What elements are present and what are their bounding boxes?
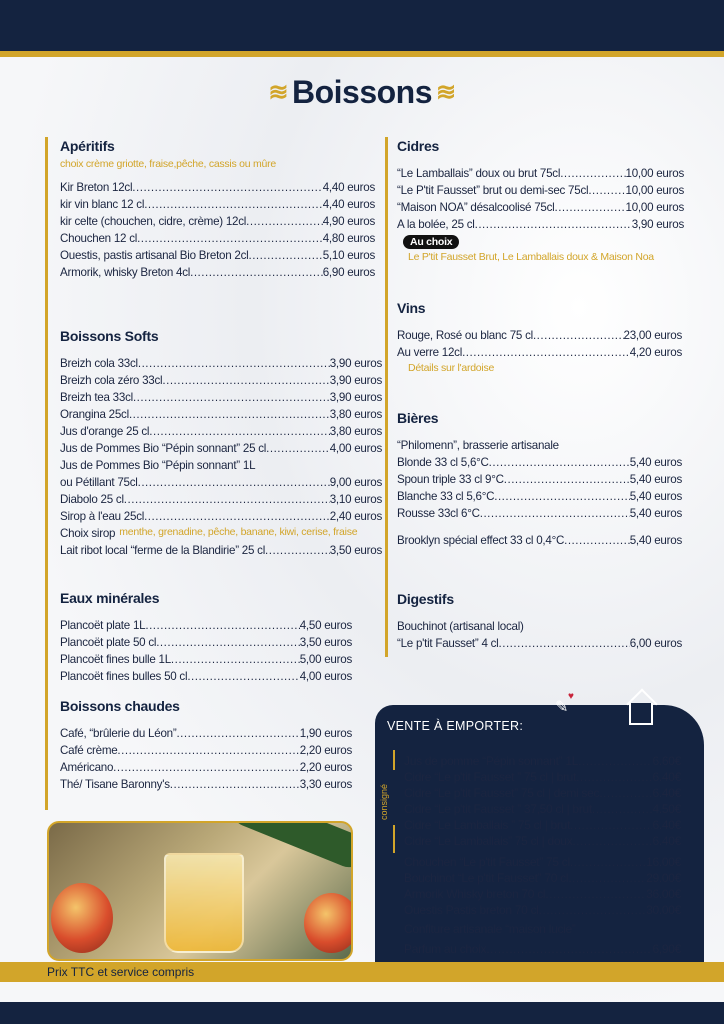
item-name: Cidre “Le Lamballais” 75 cl | doux: [404, 834, 573, 848]
menu-item: [60, 651, 352, 668]
item-name: “Maison NOA” désalcoolisé 75cl: [397, 201, 555, 214]
item-name: Cidre “Le p'tit Fausset ” 75 cl | brut: [404, 770, 577, 784]
item-options: menthe, grenadine, pêche, banane, kiwi, cerise, fraise: [119, 526, 358, 538]
heart-icon: ♥: [568, 691, 574, 702]
dot-leader: [494, 488, 629, 505]
dot-leader: [266, 440, 330, 457]
menu-item: [60, 508, 382, 525]
menu-item: [404, 753, 681, 769]
section-bieres: [397, 409, 682, 549]
section-note: Détails sur l'ardoise: [408, 362, 495, 374]
item-name: Américano: [60, 761, 114, 774]
menu-item: [60, 457, 382, 474]
item-name: Diabolo 25 cl: [60, 493, 124, 506]
menu-item: [60, 525, 382, 542]
item-price: 3,80 euros: [329, 408, 382, 421]
menu-item: [60, 264, 375, 281]
menu-item: [404, 870, 681, 886]
item-price: 10,00 euros: [625, 201, 684, 214]
item-name: A la bolée, 25 cl: [397, 218, 475, 231]
dot-leader: [592, 801, 653, 817]
item-price: 5,40 euros: [629, 534, 682, 547]
menu-item: [397, 505, 682, 522]
house-icon: [629, 703, 653, 725]
item-price: 10,00 euros: [625, 184, 684, 197]
item-name: Jus de Pommes Bio “Pépin sonnant” 25 cl: [60, 442, 267, 455]
dot-leader: [588, 182, 625, 199]
dot-leader: [570, 854, 646, 870]
item-name: Bouchinot (artisanal local): [397, 620, 524, 633]
menu-item: [404, 769, 681, 785]
item-name: Cidre “Le Lamballais ” 75 cl | brut: [404, 818, 571, 832]
item-price: 2,20 euros: [299, 744, 352, 757]
dot-leader: [176, 725, 299, 742]
dot-leader: [162, 372, 329, 389]
dot-leader: [560, 165, 625, 182]
item-name: kir vin blanc 12 cl: [60, 198, 145, 211]
item-name: Café crème: [60, 744, 118, 757]
menu-item: [397, 182, 684, 199]
menu-item: [397, 454, 682, 471]
dot-leader: [144, 508, 330, 525]
item-name: Blanche 33 cl 5,6°C: [397, 490, 495, 503]
dot-leader: [554, 199, 625, 216]
dot-leader: [156, 634, 300, 651]
menu-item: [60, 179, 375, 196]
item-name: Armorik, whisky Breton 4cl: [60, 266, 191, 279]
item-name: Sirop à l'eau 25cl: [60, 510, 145, 523]
item-price: 6.40€: [652, 818, 681, 832]
dot-leader: [568, 870, 646, 886]
menu-item: [60, 742, 352, 759]
menu-item: [404, 833, 681, 849]
item-price: 3,80 euros: [329, 425, 382, 438]
menu-item: [404, 785, 681, 801]
section-cidres: [397, 137, 684, 264]
dot-leader: [599, 785, 652, 801]
section-softs: [60, 327, 382, 559]
item-price: 6,00 euros: [629, 637, 682, 650]
item-price: 5,10 euros: [322, 249, 375, 262]
jam-row: [404, 941, 681, 957]
menu-item: [60, 406, 382, 423]
item-price: 5,40 euros: [629, 456, 682, 469]
glass: [164, 853, 244, 953]
menu-item: [60, 247, 375, 264]
section-chaudes: [60, 697, 352, 793]
item-price: 4,20 euros: [629, 346, 682, 359]
item-name: Plancoët plate 1L: [60, 619, 146, 632]
dot-leader: [248, 247, 322, 264]
item-name: Breizh cola 33cl: [60, 357, 138, 370]
item-price: 6.60€: [652, 754, 681, 768]
dot-leader: [190, 264, 323, 281]
menu-item: [397, 488, 682, 505]
menu-item: [60, 491, 382, 508]
item-name: Rouge, Rosé ou blanc 75 cl: [397, 329, 533, 342]
dot-leader: [129, 406, 330, 423]
takeaway-panel: [375, 691, 704, 962]
menu-item: [60, 725, 352, 742]
item-name: Choix sirop: [60, 527, 116, 540]
dot-leader: [132, 179, 322, 196]
item-name: Cidre “Le p'tit Fausset” 75 cl | demi sec: [404, 786, 600, 800]
menu-item: [60, 372, 382, 389]
dot-leader: [149, 423, 329, 440]
item-name: Rousse 33cl 6°C: [397, 507, 480, 520]
item-price: 16.00€: [646, 855, 681, 869]
dot-leader: [504, 471, 630, 488]
section-heading: Cidres: [397, 138, 440, 154]
item-price: 4,50 euros: [299, 619, 352, 632]
item-price: 3,50 euros: [329, 544, 382, 557]
top-gold-band: [0, 51, 724, 57]
item-price: 36.00€: [646, 887, 681, 901]
menu-item: [404, 854, 681, 870]
dot-leader: [138, 474, 330, 491]
item-price: 6,90€: [652, 942, 681, 956]
item-name: Orangina 25cl: [60, 408, 129, 421]
section-heading: Apéritifs: [60, 138, 115, 154]
item-price: 3,90 euros: [329, 374, 382, 387]
menu-item: [404, 817, 681, 833]
menu-item: [60, 230, 375, 247]
dot-leader: [113, 759, 300, 776]
dot-leader: [489, 454, 630, 471]
item-price: 4,00 euros: [299, 670, 352, 683]
dot-leader: [117, 742, 299, 759]
menu-item: [404, 902, 681, 918]
menu-item: [397, 522, 682, 532]
item-price: 5,40 euros: [629, 507, 682, 520]
menu-item: [404, 886, 681, 902]
page-title: [0, 74, 724, 111]
item-price: 3,50 euros: [299, 636, 352, 649]
menu-item: [404, 941, 681, 957]
item-name: “Le P'tit Fausset” brut ou demi-sec 75cl: [397, 184, 589, 197]
item-price: 9,00 euros: [329, 476, 382, 489]
dot-leader: [578, 753, 652, 769]
dot-leader: [475, 216, 632, 233]
figure-illustration-icon: ✎: [555, 699, 569, 716]
top-navy-band: [0, 0, 724, 51]
item-name: Brooklyn spécial effect 33 cl 0,4°C: [397, 534, 565, 547]
dot-leader: [138, 355, 330, 372]
consigne-bracket: [393, 750, 395, 770]
item-name: Plancoët fines bulle 1L: [60, 653, 171, 666]
section-eaux: [60, 589, 352, 685]
item-price: 6.40€: [652, 834, 681, 848]
dot-leader: [576, 769, 652, 785]
section-digestifs: [397, 590, 682, 652]
item-name: Bouchinot “Le p'tit Fausset” 70 cl: [404, 871, 569, 885]
item-price: 4,80 euros: [322, 232, 375, 245]
menu-item: [60, 474, 382, 491]
dot-leader: [187, 668, 299, 685]
item-price: 3,30 euros: [299, 778, 352, 791]
item-name: “Le Lamballais” doux ou brut 75cl: [397, 167, 561, 180]
dot-leader: [265, 542, 330, 559]
dot-leader: [137, 230, 323, 247]
menu-item: [60, 542, 382, 559]
section-heading: Boissons Softs: [60, 328, 159, 344]
item-name: Armorik Whisky breton 70 cl: [404, 887, 546, 901]
menu-item: [397, 344, 682, 361]
dot-leader: [144, 196, 323, 213]
item-price: 5,00 euros: [299, 653, 352, 666]
item-price: 5,40 euros: [629, 490, 682, 503]
right-divider: [385, 137, 388, 657]
item-price: 3,90 euros: [631, 218, 684, 231]
item-name: Breizh cola zéro 33cl: [60, 374, 163, 387]
menu-item: [60, 776, 352, 793]
dot-leader: [133, 389, 330, 406]
item-price: 3,90 euros: [329, 391, 382, 404]
item-name: Plancoët plate 50 cl: [60, 636, 157, 649]
bottom-navy-band: [0, 1002, 724, 1024]
item-price: 3,10 euros: [329, 493, 382, 506]
item-name: Thé/ Tisane Baronny's: [60, 778, 170, 791]
item-price: 29.00€: [646, 871, 681, 885]
item-name: kir celte (chouchen, cidre, crème) 12cl: [60, 215, 247, 228]
item-name: Ouestis Pastis breton 70 cl: [404, 903, 539, 917]
item-price: 6.40€: [652, 786, 681, 800]
item-name: Jus d'orange 25 cl: [60, 425, 150, 438]
consigne-list: [404, 753, 681, 849]
item-price: 6,90 euros: [322, 266, 375, 279]
menu-item: [397, 471, 682, 488]
menu-item: [397, 216, 684, 233]
section-heading: Boissons chaudes: [60, 698, 180, 714]
item-name: Chouchen “Le p'tit Fausset” 75 cl: [404, 855, 570, 869]
item-price: 10,00 euros: [625, 167, 684, 180]
item-price: 5,40 euros: [629, 473, 682, 486]
dot-leader: [533, 327, 624, 344]
menu-item: [60, 440, 382, 457]
section-vins: [397, 299, 682, 375]
bottle: [228, 821, 353, 872]
item-price: 23,00 euros: [623, 329, 682, 342]
menu-item: [60, 634, 352, 651]
wave-icon: ≋: [436, 79, 456, 106]
item-name: Parfum au choix: [404, 942, 487, 956]
dot-leader: [170, 776, 300, 793]
menu-item: [60, 389, 382, 406]
dot-leader: [486, 941, 652, 957]
item-price: 1,90 euros: [299, 727, 352, 740]
item-name: Ouestis, pastis artisanal Bio Breton 2cl: [60, 249, 249, 262]
dot-leader: [462, 344, 630, 361]
au-choix-badge: Au choix: [403, 235, 459, 249]
dot-leader: [564, 532, 630, 549]
section-note: Le P'tit Fausset Brut, Le Lamballais doux & Maison Noa: [408, 251, 654, 263]
dot-leader: [480, 505, 630, 522]
dot-leader: [499, 635, 630, 652]
menu-item: [397, 618, 682, 635]
menu-item: [60, 759, 352, 776]
menu-item: [397, 327, 682, 344]
item-price: 2,40 euros: [329, 510, 382, 523]
dot-leader: [572, 833, 652, 849]
item-price: 4,90 euros: [322, 215, 375, 228]
menu-item: [60, 617, 352, 634]
cider-photo: [47, 821, 353, 961]
menu-item: [397, 437, 682, 454]
dot-leader: [124, 491, 330, 508]
item-name: Breizh tea 33cl: [60, 391, 133, 404]
item-name: Café, “brûlerie du Léon”: [60, 727, 177, 740]
takeaway-list: [404, 854, 681, 918]
item-name: Lait ribot local “ferme de la Blandirie” 25 cl: [60, 544, 266, 557]
consigne-label: consigné: [379, 783, 389, 820]
item-name: Blonde 33 cl 5,6°C: [397, 456, 489, 469]
item-price: 4,00 euros: [329, 442, 382, 455]
page-title-text: Boissons: [291, 74, 433, 110]
menu-item: [60, 213, 375, 230]
dot-leader: [246, 213, 323, 230]
item-name: Cidre “Le p'tit Fausset ” 37,50 cl | brut: [404, 802, 592, 816]
section-aperitifs: [60, 137, 375, 281]
dot-leader: [539, 902, 646, 918]
section-note: choix crème griotte, fraise,pêche, cassis ou mûre: [60, 158, 276, 170]
item-price: 3,90 euros: [329, 357, 382, 370]
menu-item: [60, 668, 352, 685]
dot-leader: [570, 817, 652, 833]
section-heading: Bières: [397, 410, 439, 426]
menu-item: [397, 532, 682, 549]
item-name: ou Pétillant 75cl: [60, 476, 138, 489]
menu-item: [404, 801, 681, 817]
left-divider: [45, 137, 48, 810]
item-name: Au verre 12cl: [397, 346, 463, 359]
menu-item: [397, 635, 682, 652]
menu-item: [60, 196, 375, 213]
item-price: 4.50€: [652, 802, 681, 816]
item-name: Kir Breton 12cl: [60, 181, 133, 194]
item-price: 30.00€: [646, 903, 681, 917]
takeaway-heading: VENTE À EMPORTER:: [387, 719, 524, 733]
section-heading: Eaux minérales: [60, 590, 160, 606]
jam-title: Confiture artisanale “maison lucie”: [404, 922, 576, 936]
item-price: 4,40 euros: [322, 181, 375, 194]
menu-item: [397, 199, 684, 216]
item-name: Jus de Pommes Bio “Pépin sonnant” 1L: [60, 459, 256, 472]
dot-leader: [545, 886, 646, 902]
item-name: “Philomenn”, brasserie artisanale: [397, 439, 559, 452]
item-name: Spoun triple 33 cl 9°C: [397, 473, 504, 486]
section-heading: Digestifs: [397, 591, 454, 607]
menu-item: [60, 355, 382, 372]
section-heading: Vins: [397, 300, 426, 316]
menu-item: [397, 165, 684, 182]
item-name: Chouchen 12 cl: [60, 232, 138, 245]
dot-leader: [145, 617, 299, 634]
item-price: 4,40 euros: [322, 198, 375, 211]
consigne-bracket: [393, 825, 395, 853]
item-name: Jus de pomme “Pépin sonnant” 1L: [404, 754, 579, 768]
menu-item: [60, 423, 382, 440]
wave-icon: ≋: [268, 79, 288, 106]
item-price: 6.40€: [652, 770, 681, 784]
item-name: “Le p'tit Fausset” 4 cl: [397, 637, 499, 650]
footer-note: Prix TTC et service compris: [47, 965, 195, 979]
item-name: Plancoët fines bulles 50 cl: [60, 670, 188, 683]
item-price: 2,20 euros: [299, 761, 352, 774]
dot-leader: [171, 651, 300, 668]
